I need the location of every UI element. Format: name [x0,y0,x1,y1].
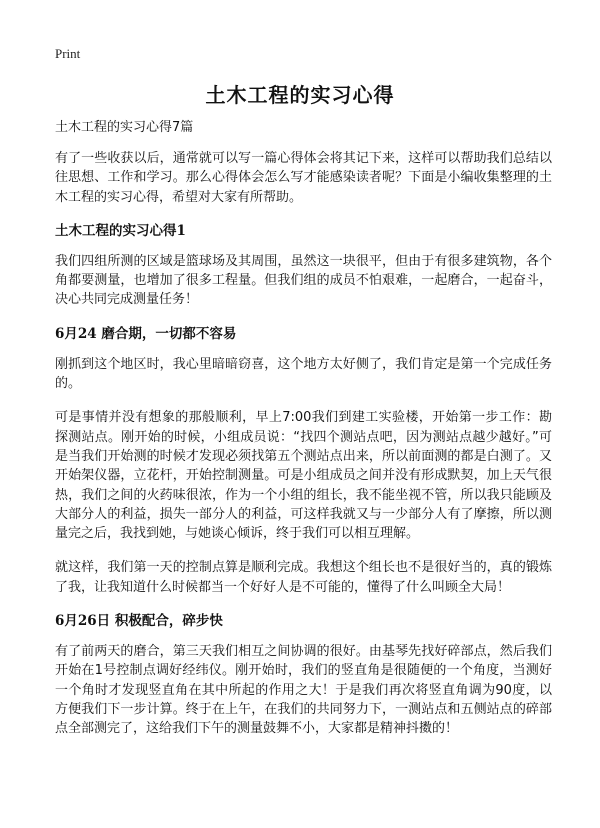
section-2-paragraph-2: 可是事情并没有想象的那般顺利，早上7:00我们到建工实验楼，开始第一步工作：勘探测站点。刚开始的时候，小组成员说：“找四个测站点吧，因为测站点越少越好。”可是当我们开始测的时候才发现必须找第五个测站点出来，所以前面测的都是白测了。又开始架仪器，立花杆，开始控制测量。可是小组成员之间并没有形成默契，加上天气很热，我们之间的火药味很浓，作为一个小组的组长，我不能坐视不管，所以我只能顾及大部分人的利益，损失一部分人的利益，可这样我就又与一少部分人有了摩擦，所以测量完之后，我找到她，与她谈心倾诉，终于我们可以相互理解。 [55,410,552,542]
document-subtitle: 土木工程的实习心得7篇 [55,120,194,135]
intro-paragraph: 有了一些收获以后，通常就可以写一篇心得体会将其记下来，这样可以帮助我们总结以往思想、工作和学习。那么心得体会怎么写才能感染读者呢？下面是小编收集整理的土木工程的实习心得，希望对大家有所帮助。 [55,151,552,205]
section-1-paragraph: 我们四组所测的区域是篮球场及其周围，虽然这一块很平，但由于有很多建筑物，各个角都要测量，也增加了很多工程量。但我们组的成员不怕艰难，一起磨合，一起奋斗，决心共同完成测量任务！ [55,253,552,308]
section-2-paragraph-3: 就这样，我们第一天的控制点算是顺利完成。我想这个组长也不是很好当的，真的锻炼了我，让我知道什么时候都当一个好好人是不可能的，懂得了什么叫顾全大局！ [55,560,552,595]
page-title: 土木工程的实习心得 [205,83,395,107]
section-heading-2: 6月24 磨合期，一切都不容易 [55,325,237,342]
section-heading-3: 6月26日 积极配合，碎步快 [55,613,223,630]
print-link[interactable]: Print [55,46,81,61]
section-2-paragraph-1: 刚抓到这个地区时，我心里暗暗窃喜，这个地方太好侧了，我们肯定是第一个完成任务的。 [55,356,552,392]
section-3-paragraph: 有了前两天的磨合，第三天我们相互之间协调的很好。由基琴先找好碎部点，然后我们开始在1号控制点调好经纬仪。刚开始时，我们的竖直角是很随便的一个角度，当测好一个角时才发现竖直角在其中所起的作用之大！于是我们再次将竖直角调为90度，以方便我们下一步计算。终于在上午，在我们的共同努力下，一测站点和五侧站点的碎部点全部测完了，这给我们下午的测量鼓舞不小，大家都是精神抖擞的！ [55,644,552,737]
document-body [55,118,552,754]
section-heading-1: 土木工程的实习心得1 [55,222,186,239]
